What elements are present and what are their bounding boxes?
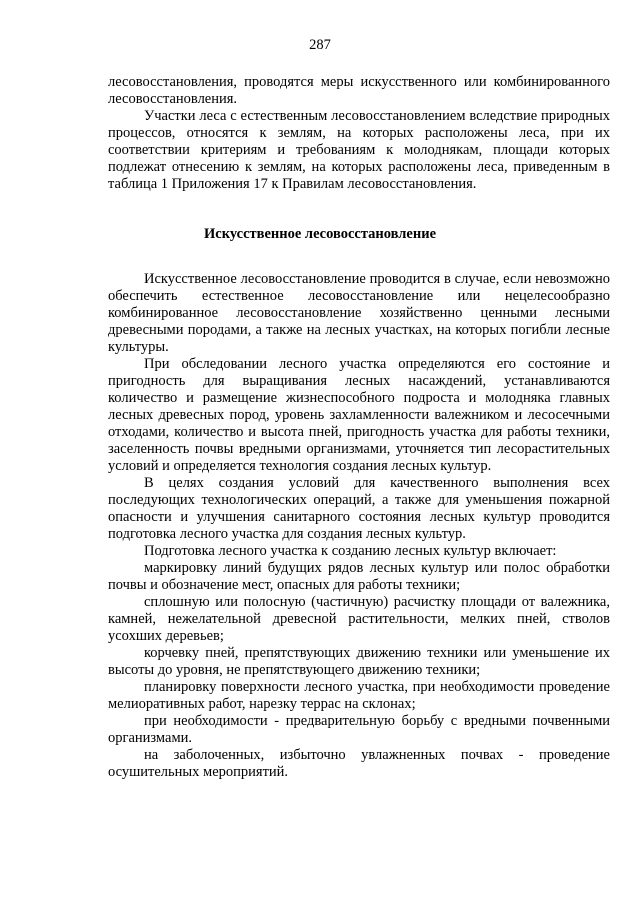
list-item: сплошную или полосную (частичную) расчистку площади от валежника, камней, нежелательной древесной растительности, мелких пней, стволов усохших деревьев; [108,594,610,644]
list-item: планировку поверхности лесного участка, при необходимости проведение мелиоративных работ, нарезку террас на склонах; [108,679,610,712]
intro-text [108,74,610,193]
paragraph: В целях создания условий для качественного выполнения всех последующих технологических операций, а также для уменьшения пожарной опасности и улучшения санитарного состояния лесных культур проводится подготовка лесного участка для создания лесных культур. [108,475,610,542]
paragraph: Участки леса с естественным лесовосстановлением вследствие природных процессов, относятся к землям, на которых расположены леса, при их соответствии критериям и требованиям к молоднякам, площади которых подлежат отнесению к землям, на которых расположены леса, приведенным в таблица 1 Приложения 17 к Правилам лесовосстановления. [108,108,610,192]
section-body [108,271,610,781]
list-item: на заболоченных, избыточно увлажненных почвах - проведение осушительных мероприятий. [108,747,610,780]
paragraph: лесовосстановления, проводятся меры искусственного или комбинированного лесовосстановления. [108,74,610,107]
section-heading: Искусственное лесовосстановление [203,226,437,242]
paragraph: При обследовании лесного участка определяются его состояние и пригодность для выращивания лесных насаждений, устанавливаются количество и размещение жизнеспособного подроста и молодняка главных лесных древесных пород, уровень захламленности валежником и лесосечными отходами, количество и высота пней, пригодность участка для работы техники, заселенность почвы вредными организмами, уточняется тип лесорастительных условий и определяется технология создания лесных культур. [108,356,610,474]
list-item: при необходимости - предварительную борьбу с вредными почвенными организмами. [108,713,610,746]
paragraph: Подготовка лесного участка к созданию лесных культур включает: [144,543,557,559]
list-item: корчевку пней, препятствующих движению техники или уменьшение их высоты до уровня, не препятствующего движению техники; [108,645,610,678]
list-item: маркировку линий будущих рядов лесных культур или полос обработки почвы и обозначение мест, опасных для работы техники; [108,560,610,593]
page-number: 287 [309,37,331,53]
paragraph: Искусственное лесовосстановление проводится в случае, если невозможно обеспечить естественное лесовосстановление или нецелесообразно комбинированное лесовосстановление хозяйственно ценными лесными древесными породами, а также на лесных участках, на которых погибли лесные культуры. [108,271,610,355]
